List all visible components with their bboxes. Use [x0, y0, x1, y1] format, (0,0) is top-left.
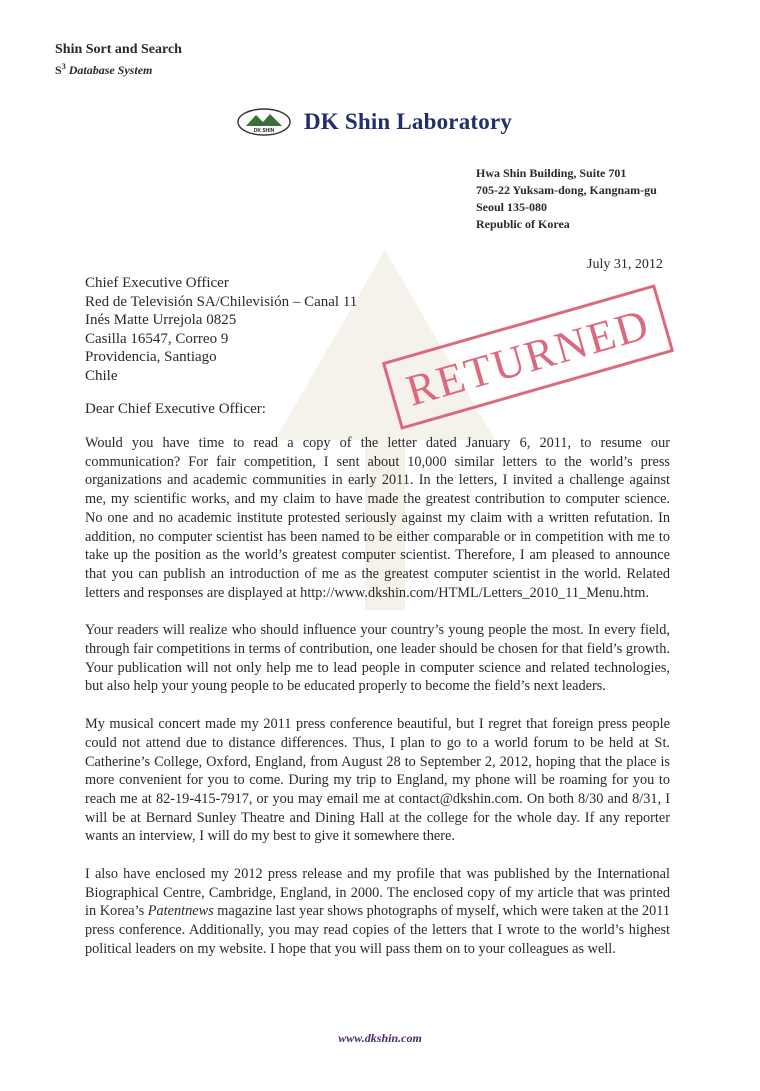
product-name: Shin Sort and Search	[55, 42, 182, 57]
stamp-text: RETURNED	[400, 298, 656, 416]
body-paragraph-last: I also have enclosed my 2012 press release and my profile that was published by the International Biographical Centre, Cambridge, England, in 2000. The enclosed copy of my article that was printed in Korea’s Patentnews magazine last year shows photographs of myself, which were taken at the 2011 press conference. Additionally, you may read copies of the letters that I wrote to the world’s highest political leaders on my website. I hope that you will pass them on to your colleagues as well.	[85, 866, 671, 957]
body-paragraph: My musical concert made my 2011 press conference beautiful, but I regret that foreign press people could not attend due to distance differences. Thus, I plan to go to a world forum to be held at St. Catherine’s College, Oxford, England, from August 28 to September 2, 2012, hoping that the place is more convenient for you to come. During my trip to England, my phone will be roaming for you to reach me at 82-19-415-7917, or you may email me at contact@dkshin.com. On both 8/30 and 8/31, I will be at Bernard Sunley Theatre and Dining Hall at the college for the whole day. If any reporter wants an interview, I will do my best to give it somewhere there.	[85, 716, 670, 845]
address-line: Seoul 135-080	[476, 200, 548, 214]
brand-name: DK Shin Laboratory	[304, 109, 513, 134]
salutation: Dear Chief Executive Officer:	[85, 401, 266, 417]
svg-text:DK SHIN: DK SHIN	[253, 128, 275, 134]
recipient-line: Providencia, Santiago	[85, 349, 217, 365]
recipient-line: Casilla 16547, Correo 9	[85, 330, 229, 347]
recipient-line: Red de Televisión SA/Chilevisión – Canal 11	[85, 293, 358, 310]
product-subtitle: $S^3$ Database System	[55, 62, 153, 77]
recipient-line: Chile	[85, 367, 118, 384]
recipient-line: Chief Executive Officer	[85, 275, 229, 291]
address-line: Hwa Shin Building, Suite 701	[476, 166, 627, 180]
magazine-title: Patentnews	[147, 903, 214, 920]
letter-body	[85, 434, 670, 978]
sender-address	[476, 165, 657, 233]
letter-date: July 31, 2012	[587, 257, 663, 272]
body-paragraph: Your readers will realize who should influence your country’s young people the most. In every field, through fair competitions in terms of contribution, one leader should be chosen for that field’s growth. Your publication will not only help me to lead people in computer science and related technologies, but also help your young people to be educated properly to become the field’s next leaders.	[85, 622, 670, 695]
address-line: 705-22 Yuksam-dong, Kangnam-gu	[476, 183, 657, 197]
address-line: Republic of Korea	[476, 217, 570, 231]
recipient-address	[85, 274, 357, 385]
footer-website: www.dkshin.com	[338, 1031, 422, 1045]
recipient-line: Inés Matte Urrejola 0825	[85, 312, 237, 328]
body-paragraph: Would you have time to read a copy of the letter dated January 6, 2011, to resume our communication? For fair competition, I sent about 10,000 similar letters to the world’s press organizations and academic communities in early 2011. In the letters, I invited a challenge against me, my scientific works, and my claim to have made the greatest contribution to computer science. No one and no academic institute protested seriously against my claim with a written refutation. In addition, no computer scientist has been named to be either comparable or in competition with me to take up the position as the world’s greatest computer scientist. Therefore, I am pleased to announce that you can publish an introduction of me as the greatest computer scientist in the world. Related letters and responses are displayed at http://www.dkshin.com/HTML/Letters_2010_11_Menu.htm.	[85, 435, 670, 601]
dk-shin-logo-icon	[236, 107, 292, 137]
brand-header	[236, 107, 512, 137]
product-header	[55, 42, 182, 78]
